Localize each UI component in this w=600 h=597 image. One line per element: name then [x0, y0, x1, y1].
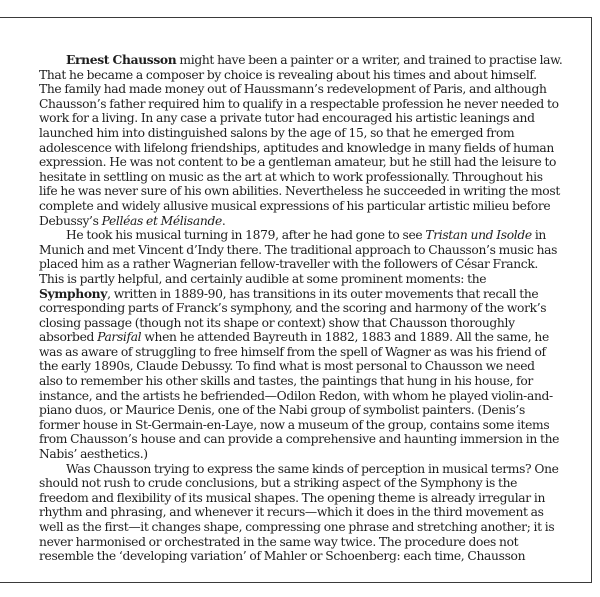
text-run: also to remember his other skills and tastes, the paintings that hung in his house, for [39, 374, 533, 389]
text-line [39, 301, 563, 316]
text-line [39, 476, 563, 491]
text-run: The family had made money out of Haussmann’s redevelopment of Paris, and although [39, 82, 547, 97]
text-run: He took his musical turning in 1879, after he had gone to see [66, 228, 426, 243]
text-run: closing passage (though not its shape or context) show that Chausson thoroughly [39, 315, 515, 330]
text-run: hesitate in settling on music as the art at which to work professionally. Throughout his [39, 169, 543, 184]
text-line [39, 418, 563, 433]
text-line [39, 505, 563, 520]
text-run: Chausson’s father required him to qualify in a respectable profession he never needed to [39, 96, 559, 111]
italic-title: Pelléas et Mélisande [101, 213, 222, 228]
text-line [39, 535, 563, 550]
paragraph [39, 53, 563, 228]
paragraph [39, 228, 563, 462]
text-run: This is partly helpful, and certainly audible at some prominent moments: the [39, 271, 487, 286]
text-run: That he became a composer by choice is revealing about his times and about himself. [39, 67, 537, 82]
text-run: , written in 1889-90, has transitions in its outer movements that recall the [107, 286, 539, 301]
text-run: from Chausson’s house and can provide a comprehensive and haunting immersion in the [39, 432, 560, 447]
text-line [39, 82, 563, 97]
text-line [39, 214, 563, 229]
paragraph [39, 462, 563, 564]
text-line [39, 462, 563, 477]
text-run: absorbed [39, 330, 98, 345]
text-line [39, 520, 563, 535]
text-line [39, 549, 563, 564]
text-run: piano duos, or Maurice Denis, one of the Nabi group of symbolist painters. (Denis’s [39, 403, 525, 418]
document-body [39, 53, 563, 564]
italic-title: Parsifal [97, 330, 142, 345]
text-line [39, 68, 563, 83]
text-line [39, 257, 563, 272]
text-line [39, 199, 563, 214]
text-run: should not rush to crude conclusions, but a striking aspect of the Symphony is the [39, 476, 518, 491]
text-run: in [531, 228, 546, 243]
text-line [39, 184, 563, 199]
text-run: the early 1890s, Claude Debussy. To find what is most personal to Chausson we need [39, 359, 535, 374]
text-line [39, 155, 563, 170]
text-line [39, 447, 563, 462]
text-run: rhythm and phrasing, and whenever it recurs—which it does in the third movement as [39, 505, 544, 520]
text-run: work for a living. In any case a private tutor had encouraged his artistic leanings and [39, 111, 535, 126]
text-line [39, 111, 563, 126]
text-run: when he attended Bayreuth in 1882, 1883 and 1889. All the same, he [141, 330, 549, 345]
text-run: adolescence with lifelong friendships, aptitudes and knowledge in many fields of human [39, 140, 554, 155]
text-run: freedom and flexibility of its musical shapes. The opening theme is already irregular in [39, 490, 546, 505]
text-run: life he was never sure of his own abilities. Nevertheless he succeeded in writing the most [39, 184, 560, 199]
text-run: placed him as a rather Wagnerian fellow-traveller with the followers of César Franck. [39, 257, 538, 272]
text-run: corresponding parts of Franck’s symphony, and the scoring and harmony of the work’s [39, 301, 547, 316]
text-line [39, 272, 563, 287]
text-line [39, 330, 563, 345]
text-run: Debussy’s [39, 213, 102, 228]
text-line [39, 170, 563, 185]
text-run: instance, and the artists he befriended—Odilon Redon, with whom he played violin-and- [39, 388, 553, 403]
text-line [39, 374, 563, 389]
text-line [39, 141, 563, 156]
text-line [39, 359, 563, 374]
text-line [39, 345, 563, 360]
text-run: Nabis’ aesthetics.) [39, 447, 148, 462]
text-line [39, 53, 563, 68]
text-run: complete and widely allusive musical expressions of his particular artistic milieu before [39, 198, 551, 213]
text-run: might have been a painter or a writer, and trained to practise law. [176, 53, 563, 67]
text-line [39, 389, 563, 404]
text-run: launched him into distinguished salons by the age of 15, so that he emerged from [39, 125, 515, 140]
text-run: Was Chausson trying to express the same kinds of perception in musical terms? One [66, 461, 559, 476]
bold-text: Ernest Chausson [66, 52, 177, 67]
text-line [39, 432, 563, 447]
text-line [39, 316, 563, 331]
text-line [39, 403, 563, 418]
text-line [39, 228, 563, 243]
text-run: Munich and met Vincent d’Indy there. The traditional approach to Chausson’s music has [39, 242, 558, 257]
text-run: expression. He was not content to be a gentleman amateur, but he still had the leisure to [39, 155, 557, 170]
bold-text: Symphony [39, 285, 108, 301]
text-run: . [221, 213, 226, 228]
italic-title: Tristan und Isolde [425, 228, 532, 243]
text-line [39, 491, 563, 506]
text-line [39, 126, 563, 141]
text-line [39, 243, 563, 258]
text-run: resemble the ‘developing variation’ of Mahler or Schoenberg: each time, Chausson [39, 549, 526, 564]
text-line [39, 287, 563, 302]
text-line [39, 97, 563, 112]
text-run: was as aware of struggling to free himself from the spell of Wagner as was his friend of [39, 344, 546, 359]
text-run: never harmonised or orchestrated in the same way twice. The procedure does not [39, 534, 519, 549]
text-run: former house in St-Germain-en-Laye, now a museum of the group, contains some items [39, 417, 550, 432]
text-run: well as the first—it changes shape, compressing one phrase and stretching another; it is [39, 520, 555, 534]
